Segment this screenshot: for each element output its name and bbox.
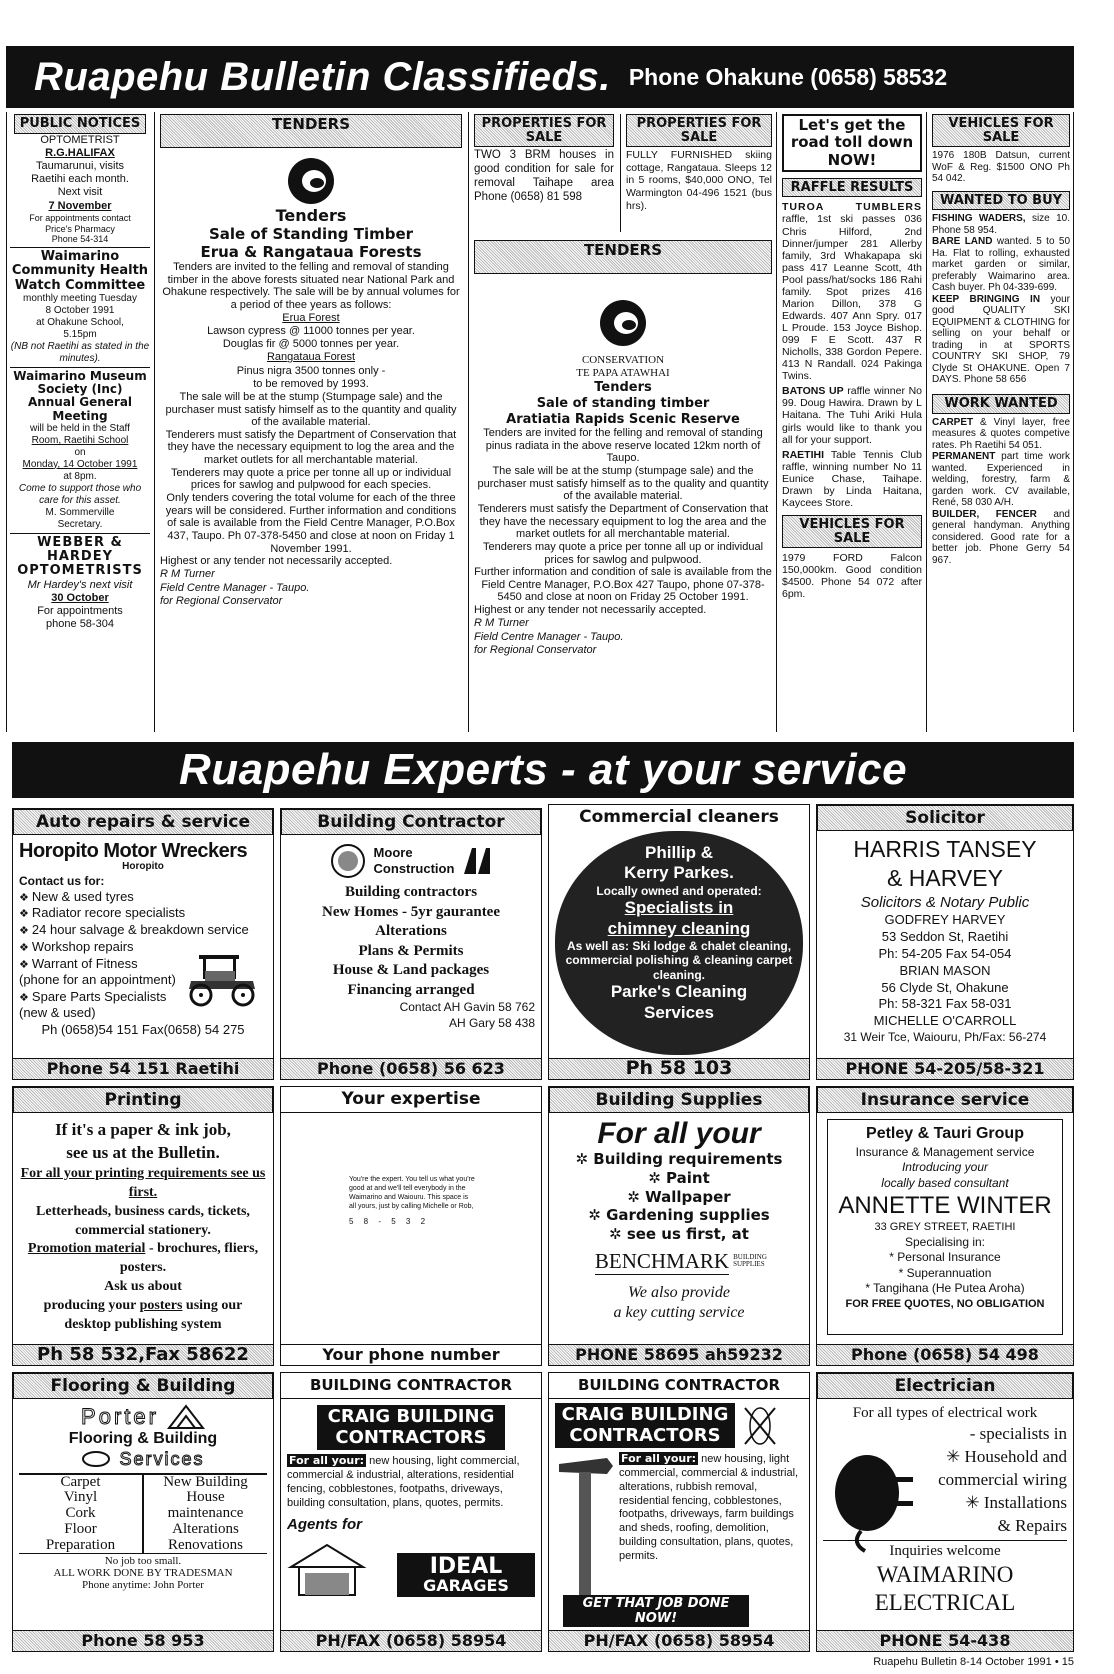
auto-repairs-ad — [12, 808, 274, 1080]
service-item: ❖ Spare Parts Specialists — [19, 989, 267, 1006]
optometrist-date: 7 November — [48, 199, 112, 212]
building-contractor-ad — [280, 808, 542, 1080]
tender-title: Sale of standing timber — [536, 395, 710, 411]
public-notices-heading: PUBLIC NOTICES — [14, 114, 146, 134]
insurance-line: Specialising in: — [904, 1234, 986, 1249]
for-all-label: For all your: — [621, 1452, 697, 1466]
service-line: Alterations — [375, 923, 447, 939]
flooring-ad — [12, 1372, 274, 1652]
craig-logo: CRAIG BUILDING CONTRACTORS — [555, 1403, 735, 1448]
vehicles-heading: VEHICLES FOR SALE — [782, 515, 922, 548]
service-line: Building contractors — [344, 884, 478, 900]
tender-paragraph: Tenders are invited to the felling and removal of standing timber in the above forests situated near National Park and Ohakune respectively. The sale will be by annual volumes for a period of thee years as follows: — [162, 261, 460, 312]
electrician-line: & Repairs — [997, 1516, 1067, 1535]
tender-signature: for Regional Conservator — [474, 643, 597, 656]
museum-title: Waimarino Museum Society (Inc) — [13, 369, 147, 397]
business-location: Horopito — [122, 861, 164, 872]
supplies-note: a key cutting service — [613, 1304, 745, 1321]
insurance-line: FOR FREE QUOTES, NO OBLIGATION — [845, 1298, 1045, 1311]
firm-subtitle: Solicitors & Notary Public — [860, 893, 1030, 911]
ad-footer-phone: Ph 58 103 — [549, 1058, 809, 1079]
ad-footer-phone: PHONE 58695 ah59232 — [549, 1344, 809, 1365]
notice-line: monthly meeting Tuesday — [23, 293, 137, 305]
ad-heading: Building Supplies — [549, 1087, 809, 1113]
partner-address: 56 Clyde St, Ohakune — [881, 979, 1009, 995]
supplies-item: Wallpaper — [645, 1187, 731, 1206]
classifieds-title: Ruapehu Bulletin Classifieds. — [34, 54, 611, 99]
doc-org: TE PAPA ATAWHAI — [576, 367, 670, 380]
tender-title: Sale of Standing Timber — [208, 225, 414, 244]
tender-title: Tenders — [594, 380, 652, 396]
insurer-sub: Insurance & Management service — [855, 1144, 1035, 1159]
tenders-2-heading: TENDERS — [474, 240, 772, 274]
notice-line: will be held in the Staff — [30, 422, 130, 434]
ad-title: FISHING WADERS, — [932, 213, 1026, 225]
notice-line: Raetihi each month. — [31, 173, 129, 186]
tender-signature: for Regional Conservator — [160, 594, 283, 607]
cleaner-brand: Parke's Cleaning — [610, 982, 748, 1002]
craig-services: new housing, light commercial, commercial & industrial, alterations, rubbish removal, residential fencing, cobblestones, footpaths, driveways, farm buildings and sheds, roofing, demolition, building consultation, plans, quotes, permits. — [619, 1453, 799, 1562]
logo-text: Construction — [373, 861, 455, 876]
properties-left — [474, 114, 614, 234]
ad-text: and general handyman. Anything considered. Good rate for a better job. Phone Gerry 54 967. — [932, 508, 1070, 566]
tender-paragraph: Tenderers must satisfy the Department of Conservation that they have the necessary equipment to log the area and the market outlets for all merchantable material. — [477, 503, 769, 541]
insurer-intro: Introducing your — [901, 1160, 989, 1175]
tender-signature: R M Turner — [474, 617, 529, 630]
notice-line: Next visit — [57, 186, 103, 199]
ad-heading: BUILDING CONTRACTOR — [549, 1373, 809, 1399]
electrician-ad — [816, 1372, 1074, 1652]
tender-subhead: Erua Forest — [282, 311, 340, 324]
ad-footer-phone: PH/FAX (0658) 58954 — [549, 1630, 809, 1651]
tender-line: Lawson cypress @ 11000 tonnes per year. — [207, 324, 415, 337]
contact-line: Contact AH Gavin 58 762 — [399, 1000, 535, 1014]
ad-title: BUILDER, FENCER — [932, 508, 1037, 520]
contact-line: AH Gary 58 438 — [448, 1015, 535, 1030]
ad-text: part time work wanted. Experienced in welding, forestry, farm & garden work. CV available, René, 58 030 A/H. — [932, 451, 1070, 509]
ad-text: wanted. 5 to 50 Ha. Flat to rolling, exhausted market garden or similar, preferably Waimarino area. Cash buyer. Ph 04-339-699. — [932, 236, 1070, 294]
craig-slogan: GET THAT JOB DONE NOW! — [563, 1595, 749, 1627]
consultant-name: ANNETTE WINTER — [838, 1191, 1052, 1219]
ad-heading: Building Contractor — [281, 809, 541, 835]
tenders-2-column — [474, 240, 772, 730]
printing-line: producing your — [43, 1298, 140, 1314]
partner-phone: Ph: 54-205 Fax 54-054 — [878, 945, 1012, 961]
doc-logo-icon — [600, 300, 646, 346]
house-frame-icon — [167, 1404, 205, 1430]
raffle-heading: RAFFLE RESULTS — [782, 178, 922, 198]
seal-icon — [330, 843, 366, 879]
firm-name: & HARVEY — [887, 864, 1003, 891]
tender-subhead: Rangataua Forest — [266, 351, 356, 364]
ad-heading: BUILDING CONTRACTOR — [281, 1373, 541, 1399]
tender-paragraph: The sale will be at the stump (stumpage sale) and the purchaser must satisfy himself as to the quality and quantity of the available material. — [477, 465, 769, 503]
ad-heading: Auto repairs & service — [13, 809, 273, 835]
notice-line: at Ohakune School, — [36, 317, 124, 329]
hammer-icon — [555, 1452, 619, 1602]
cleaner-line: chimney cleaning — [607, 918, 751, 938]
your-expertise-ad — [280, 1086, 542, 1366]
ad-heading: Electrician — [817, 1373, 1073, 1399]
notice-line: 8 October 1991 — [45, 305, 115, 317]
service-note: (phone for an appointment) — [19, 972, 176, 988]
insurer-name: Petley & Tauri Group — [866, 1125, 1024, 1142]
notice-line: Taumarunui, visits — [35, 160, 125, 173]
supplies-headline: For all your — [597, 1117, 761, 1150]
road-toll-notice: Let's get the road toll down NOW! — [782, 114, 922, 172]
service-item: ❖ Radiator recore specialists — [19, 905, 267, 922]
porter-logo: Porter — [81, 1404, 159, 1430]
service-item: ❖ New & used tyres — [19, 889, 267, 906]
optometrist-title: OPTOMETRIST — [40, 133, 120, 146]
service-item: ❖ Warrant of Fitness — [19, 956, 267, 973]
service-line: New Homes - 5yr gaurantee — [321, 903, 500, 920]
cleaner-brand: Services — [644, 1002, 714, 1022]
wanted-heading: WANTED TO BUY — [932, 191, 1070, 211]
ad-footer-phone: Phone (0658) 54 498 — [817, 1344, 1073, 1365]
raffle-title: BATONS UP — [782, 385, 844, 398]
supplies-item: Gardening supplies — [606, 1206, 770, 1225]
flooring-note: ALL WORK DONE BY TRADESMAN — [53, 1566, 233, 1579]
notice-line: (NB not Raetihi as stated in the minutes). — [10, 341, 150, 365]
tender-signature: Field Centre Manager - Taupo. — [160, 581, 310, 594]
tender-paragraph: The sale will be at the stump (Stumpage sale) and the purchaser must satisfy himself as to the quantity and quality of the available material. — [165, 390, 457, 429]
supplies-item: Building requirements — [593, 1150, 783, 1168]
notice-line: M. Sommerville — [45, 506, 115, 518]
building-supplies-ad: Building Supplies For all your ✲ Building requirements ✲ Paint ✲ Wallpaper ✲ Gardening supplies ✲ see us first, at BENCHMARK BUILDING SUPPLIES We also provide a key cutting service PHONE 58695 ah59232 — [548, 1086, 810, 1366]
tender-paragraph: Highest or any tender not necessarily accepted. — [474, 604, 707, 617]
consultant-address: 33 GREY STREET, RAETIHI — [874, 1221, 1016, 1234]
properties-heading: PROPERTIES FOR SALE — [474, 114, 614, 147]
solicitor-ad — [816, 804, 1074, 1080]
tenders-column — [160, 114, 462, 730]
ad-title: KEEP BRINGING IN — [932, 293, 1041, 305]
ideal-logo: GARAGES — [423, 1576, 509, 1596]
flooring-service: Cork — [65, 1505, 96, 1522]
tenders-heading: TENDERS — [160, 114, 462, 148]
tender-line: Douglas fir @ 5000 tonnes per year. — [222, 338, 400, 351]
partner-phone: Ph: 58-321 Fax 58-031 — [878, 996, 1012, 1012]
raffle-column — [782, 114, 922, 730]
porter-logo-services: Services — [119, 1448, 205, 1469]
doc-logo-icon — [288, 158, 334, 204]
raffle-title: RAETIHI — [782, 448, 824, 461]
tender-title: Aratiatia Rapids Scenic Reserve — [506, 411, 740, 427]
garage-icon — [287, 1537, 397, 1597]
ad-footer-phone: Phone 54 151 Raetihi — [13, 1058, 273, 1079]
webber-title: WEBBER & HARDEY OPTOMETRISTS — [17, 534, 143, 579]
commercial-cleaners-ad — [548, 804, 810, 1080]
ad-footer-phone: Phone (0658) 56 623 — [281, 1058, 541, 1079]
compass-icon — [735, 1404, 785, 1448]
flooring-note: Phone anytime: John Porter — [82, 1578, 204, 1591]
tender-paragraph: Tenderers may quote a price per tonne all up or individual prices for sawlog and pulpwood. — [482, 540, 764, 566]
service-note: (new & used) — [19, 1005, 96, 1021]
health-watch-title: Waimarino Community Health Watch Committee — [11, 249, 149, 293]
expertise-body: You're the expert. You tell us what you're good at and we'll tell everybody in the Waimarino and Waiouru. This space is all yours, just by calling Michelle or Rob, — [349, 1176, 475, 1211]
cleaner-name: Kerry Parkes. — [624, 863, 734, 883]
ad-title: PERMANENT — [932, 451, 996, 463]
printing-line: Ask us about — [104, 1279, 182, 1295]
partner-name: MICHELLE O'CARROLL — [873, 1013, 1017, 1029]
printing-line: If it's a paper & ink job, — [55, 1120, 231, 1139]
ad-footer-phone: PHONE 54-205/58-321 — [817, 1058, 1073, 1079]
flooring-service: Vinyl — [63, 1489, 98, 1506]
business-name: Horopito Motor Wreckers — [19, 840, 248, 862]
insurance-line: * Tangihana (He Putea Aroha) — [865, 1281, 1025, 1296]
phone-fax: Ph (0658)54 151 Fax(0658) 54 275 — [41, 1021, 245, 1037]
ad-title: BARE LAND — [932, 236, 993, 248]
ideal-logo: IDEAL — [429, 1554, 503, 1580]
logo-text: Moore — [373, 845, 413, 861]
ad-text: your good QUALITY SKI EQUIPMENT & CLOTHING for selling on your behalf or trading in at SPORTS COUNTRY SKI SHOP, 79 Clyde St OHAKUNE. Open 7 DAYS. Phone 58 656 — [932, 293, 1070, 386]
notice-line: For appointments contact — [29, 212, 131, 223]
ad-heading: Commercial cleaners — [579, 807, 779, 827]
craig-logo: CRAIG BUILDING CONTRACTORS — [317, 1405, 505, 1450]
notice-line: Room, Raetihi School — [31, 434, 129, 446]
tender-paragraph: Tenderers must satisfy the Department of Conservation that they have the necessary equipment to log the area and the market outlets for all merchantable material. — [165, 428, 457, 467]
electrician-line: For all types of electrical work — [852, 1405, 1038, 1421]
tender-paragraph: Only tenders covering the total volume for each of the three years will be considered. Further information and conditions of sale is available from the Field Centre Manager, P.O.Box 437, Taupo. Ph 07-378-5450 and close at noon on Friday 1 November 1991. — [165, 492, 457, 555]
ad-title: CARPET — [932, 416, 974, 428]
tender-title: Erua & Rangataua Forests — [200, 243, 422, 262]
notice-line: Secretary. — [57, 518, 103, 530]
firm-name: HARRIS TANSEY — [853, 836, 1037, 862]
insurance-ad — [816, 1086, 1074, 1366]
flooring-service: Floor — [64, 1520, 97, 1537]
flooring-note: No job too small. — [19, 1553, 267, 1568]
notice-line: Come to support those who care for this asset. — [18, 482, 142, 506]
tender-paragraph: Tenders are invited for the felling and removal of standing pinus radiata in the above reserve located 12km north of Taupo. — [483, 427, 763, 465]
raffle-title: TUROA TUMBLERS — [782, 201, 922, 214]
raffle-text: raffle, 1st ski passes 036 Chris Hilford, 2nd Dinner/jumper 281 Allerby family, 3rd Whakapapa ski pass 417 Leanne Scott, 4th Pool pass/hat/socks 186 Rahi family. Spot prizes 416 Marion Dillon, 378 G Edwards. 407 Ann Spry. 017 L Proude. 153 Joyce Bishop. 099 F E Scott. 437 R Nicholls, 338 Gordon Pepere. 413 N Randall. 024 Pakinga Twins. — [782, 213, 922, 383]
insurance-line: * Superannuation — [898, 1265, 992, 1280]
ad-footer-phone: Ph 58 532,Fax 58622 — [13, 1344, 273, 1365]
page-footer: Ruapehu Bulletin 8-14 October 1991 • 15 — [873, 1656, 1074, 1668]
flooring-service: Preparation — [45, 1536, 116, 1553]
ad-footer-phone: PHONE 54-438 — [817, 1630, 1073, 1651]
experts-banner — [12, 742, 1074, 798]
public-notices-column — [10, 114, 150, 730]
vehicle-ad: 1979 FORD Falcon 150,000km. Good condition $4500. Phone 54 072 after 6pm. — [782, 552, 922, 601]
printing-line: Letterheads, business cards, tickets, commercial stationery. — [36, 1203, 250, 1238]
ad-heading: Insurance service — [817, 1087, 1073, 1113]
benchmark-logo-sub: BUILDING SUPPLIES — [733, 1253, 767, 1269]
property-ad: FULLY FURNISHED skiing cottage, Rangataua. Sleeps 12 in 5 rooms, $40,000 ONO, Tel Warmington 04-496 1521 (bus hrs). — [626, 149, 772, 212]
notice-line: For appointments — [37, 605, 123, 618]
notice-line: phone 58-304 — [46, 618, 114, 631]
properties-heading: PROPERTIES FOR SALE — [626, 114, 772, 147]
building-service: House — [186, 1489, 225, 1506]
electrician-name: WAIMARINO — [876, 1562, 1014, 1588]
classifieds-phone: Phone Ohakune (0658) 58532 — [628, 63, 948, 90]
ad-heading: Your expertise — [281, 1087, 541, 1113]
optometrist-name: R.G.HALIFAX — [45, 146, 115, 159]
building-service: New Building — [163, 1473, 248, 1490]
partner-address: 53 Seddon St, Raetihi — [881, 928, 1009, 944]
museum-sub: Annual General Meeting — [27, 395, 133, 423]
vehicles-heading: VEHICLES FOR SALE — [932, 114, 1070, 147]
supplies-note: We also provide — [628, 1284, 730, 1301]
cleaner-line: Locally owned and operated: — [596, 883, 762, 898]
ad-footer-phone: Your phone number — [281, 1344, 541, 1365]
webber-date: 30 October — [51, 591, 109, 604]
service-line: Plans & Permits — [358, 942, 464, 959]
vehicle-ad: 1976 180B Datsun, current WoF & Reg. $1500 ONO Ph 54 042. — [932, 150, 1070, 185]
work-wanted-heading: WORK WANTED — [932, 394, 1070, 414]
partner-name: GODFREY HARVEY — [884, 912, 1006, 927]
raffle-text: raffle winner No 99. Doug Hawira. Drawn by L Haitana. The Tuhi Ariki Hula girls would like to thank you all for your support. — [782, 385, 922, 446]
notice-line: 5.15pm — [63, 329, 97, 341]
building-service: maintenance — [167, 1505, 244, 1522]
classifieds-banner — [6, 46, 1074, 108]
notice-line: Monday, 14 October 1991 — [22, 458, 138, 470]
building-service: Alterations — [172, 1520, 239, 1537]
experts-title: Ruapehu Experts - at your service — [178, 745, 908, 794]
electrician-name: ELECTRICAL — [874, 1589, 1016, 1615]
printing-line: For all your printing requirements see us first. — [20, 1165, 266, 1200]
vintage-car-icon — [183, 949, 263, 1007]
supplies-item: see us first, at — [626, 1225, 749, 1243]
notice-line: Mr Hardey's next visit — [27, 578, 133, 591]
cleaner-line: Specialists in — [624, 898, 734, 918]
mc-logo-icon — [462, 846, 492, 876]
agents-label: Agents for — [287, 1516, 362, 1534]
electrician-line: - specialists in — [969, 1424, 1067, 1444]
partner-name: BRIAN MASON — [899, 962, 991, 978]
tender-line: Pinus nigra 3500 tonnes only - — [236, 364, 386, 377]
ad-heading: Solicitor — [817, 805, 1073, 831]
craig-building-ad-1 — [280, 1372, 542, 1652]
raffle-text: Table Tennis Club raffle, winning number No 11 Eunice Chase, Taihape. Drawn by Linda Haitana, Kaycees Store. — [782, 448, 922, 509]
flooring-service: Carpet — [60, 1473, 101, 1490]
tender-signature: Field Centre Manager - Taupo. — [474, 630, 624, 643]
ad-heading: Printing — [13, 1087, 273, 1113]
tender-paragraph: Further information and condition of sale is available from the Field Centre Manager, P.O.Box 427 Taupo, phone 07-378-5450 and close at noon on Friday 25 October 1991. — [474, 566, 772, 604]
service-item: ❖ 24 hour salvage & breakdown service — [19, 922, 267, 939]
for-all-label: For all your: — [289, 1454, 365, 1468]
tender-paragraph: Tenderers may quote a price per tonne all up or individual prices for sawlog and pulpwood for each species. — [170, 466, 452, 492]
cleaner-line: As well as: Ski lodge & chalet cleaning, commercial polishing & cleaning carpet cleaning. — [565, 938, 793, 982]
electrician-line: ✳ Household and — [946, 1447, 1067, 1467]
porter-logo-sub: Flooring & Building — [68, 1430, 218, 1447]
notice-line: Phone 54-314 — [51, 234, 109, 245]
service-line: Financing arranged — [347, 981, 475, 998]
ad-footer-phone: Phone 58 953 — [13, 1630, 273, 1651]
supplies-item: Paint — [666, 1168, 710, 1187]
tender-paragraph: Highest or any tender not necessarily accepted. — [160, 555, 393, 568]
wanted-column — [932, 114, 1070, 730]
ad-footer-phone: PH/FAX (0658) 58954 — [281, 1630, 541, 1651]
ad-text: & Vinyl layer, free measures & quotes competive rates. Ph Raetihi 54 051. — [932, 416, 1070, 451]
craig-building-ad-2 — [548, 1372, 810, 1652]
building-service: Renovations — [168, 1536, 243, 1553]
insurer-intro: locally based consultant — [881, 1175, 1009, 1190]
printing-line: see us at the Bulletin. — [66, 1142, 220, 1162]
notice-line: at 8pm. — [63, 470, 97, 482]
insurance-line: * Personal Insurance — [889, 1250, 1001, 1265]
partner-address: 31 Weir Tce, Waiouru, Ph/Fax: 56-274 — [843, 1030, 1047, 1045]
printing-line: Promotion material — [27, 1241, 146, 1257]
circle-icon — [81, 1450, 111, 1468]
benchmark-logo: BENCHMARK — [595, 1248, 729, 1275]
craig-services: new housing, light commercial, commercial & industrial, alterations, residential fencing, cobblestones, footpaths, driveways, building consultation, plans, quotes, permits. — [287, 1455, 520, 1509]
printing-line: - brochures, fliers, posters. — [119, 1241, 259, 1276]
notice-line: on — [74, 446, 86, 458]
tender-title: Tenders — [275, 206, 347, 225]
ad-heading: Flooring & Building — [13, 1373, 273, 1399]
service-item: ❖ Workshop repairs — [19, 939, 267, 956]
service-line: House & Land packages — [332, 962, 490, 978]
contact-label: Contact us for: — [19, 873, 105, 888]
cleaner-name: Phillip & — [645, 843, 713, 862]
doc-org: CONSERVATION — [581, 354, 665, 366]
electrician-line: Inquiries welcome — [823, 1540, 1067, 1561]
expertise-number: 5 8 - 5 3 2 — [349, 1217, 430, 1226]
ad-text: size 10. Phone 58 954. — [932, 213, 1070, 236]
properties-right — [626, 114, 772, 234]
property-ad: TWO 3 BRM houses in good condition for sale for removal Taihape area Phone (0658) 81 598 — [474, 149, 614, 203]
printing-ad — [12, 1086, 274, 1366]
electrician-line: commercial wiring — [938, 1470, 1067, 1490]
electrician-line: ✳ Installations — [965, 1493, 1067, 1513]
notice-line: Price's Pharmacy — [45, 223, 115, 234]
printing-line: posters — [139, 1298, 183, 1314]
printing-line: using our desktop publishing system — [64, 1298, 243, 1332]
tender-line: to be removed by 1993. — [253, 377, 369, 390]
tender-signature: R M Turner — [160, 568, 215, 581]
